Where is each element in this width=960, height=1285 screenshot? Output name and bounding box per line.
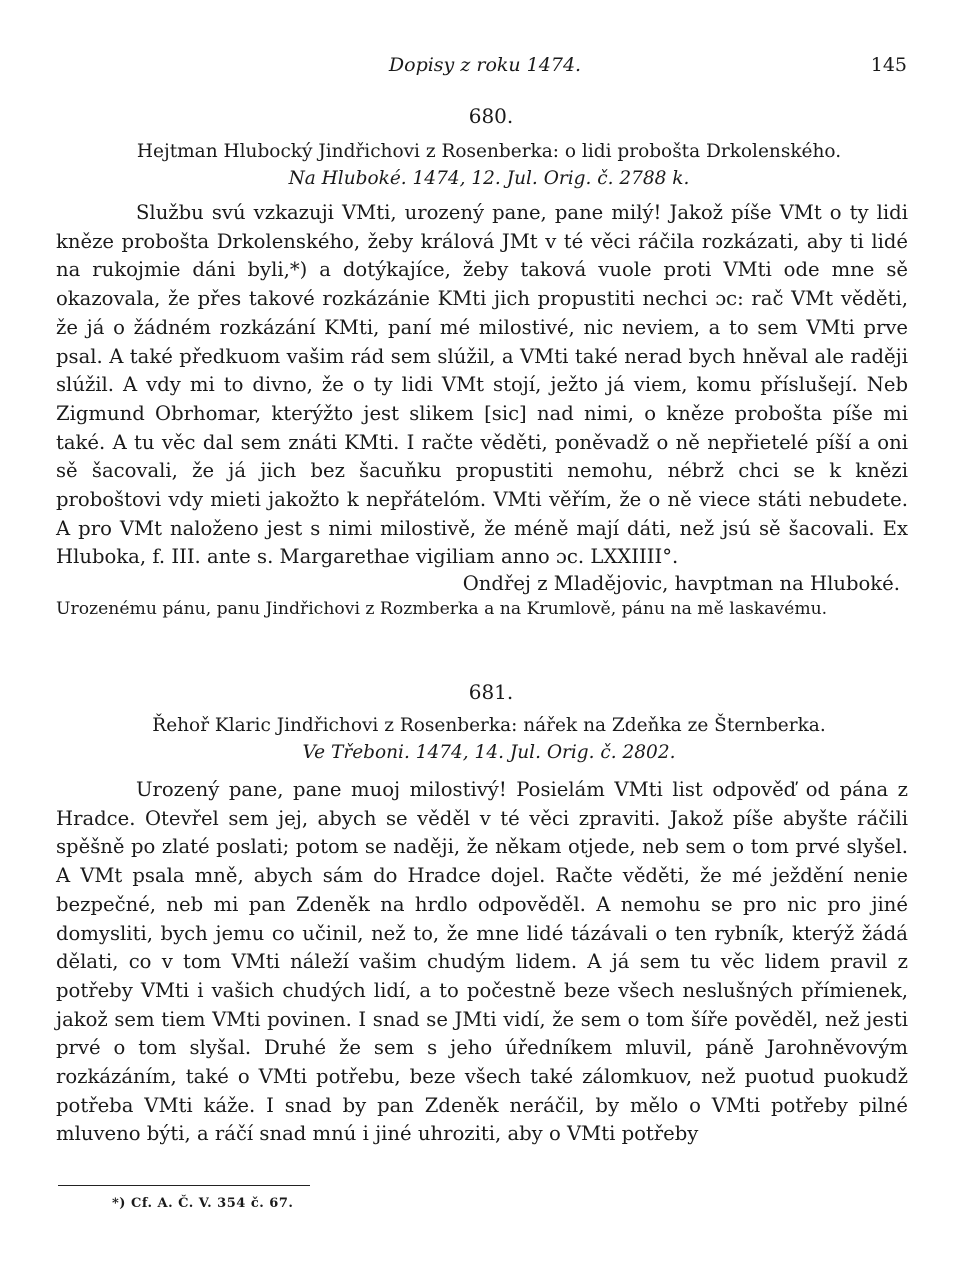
document-regest: Hejtman Hlubocký Jindřichovi z Rosenberka: o lidi probošta Drkolenského. xyxy=(136,141,842,162)
document-dating: Ve Třeboni. 1474, 14. Jul. Orig. č. 2802. xyxy=(302,742,676,763)
page-number: 145 xyxy=(870,54,907,76)
running-title: Dopisy z roku 1474. xyxy=(388,54,582,76)
footnote-divider xyxy=(58,1185,310,1186)
document-regest: Řehoř Klaric Jindřichovi z Rosenberka: nářek na Zdeňka ze Šternberka. xyxy=(152,715,826,736)
document-signature: Ondřej z Mladějovic, havptman na Hluboké. xyxy=(462,572,900,596)
document-number: 680. xyxy=(468,104,514,128)
document-number: 681. xyxy=(468,680,514,704)
page-header xyxy=(0,54,960,84)
document-address: Urozenému pánu, panu Jindřichovi z Rozmberka a na Krumlově, pánu na mě laskavému. xyxy=(56,599,828,620)
document-text: Urozený pane, pane muoj milostivý! Posielám VMti list odpověď od pána z Hradce. Otevřel sem jej, abych se věděl v té věci zpraviti. Jakož píše abyšte ráčili spěšně po zlaté poslati; potom se naději, že někam otjede, neb sem o tom prvé slyšel. A VMt psala mně, abych sám do Hradce dojel. Račte věděti, že mé ježdění nenie bezpečné, neb mi pan Zdeněk na hrdlo odpověděl. A nemohu se pro nic pro jiné domysliti, bych jemu co učinil, než to, že mne lidé tázávali o ten rybník, kterýž žádá dělati, co v tom VMti náleží vašim chudým lidem. A já sem tu věc lidem pravil z potřeby VMti i vašich chudých lidí, a to počestně beze všech neslušných přímienek, jakož sem tiem VMti povinen. I snad se JMti vidí, že sem o tom šíře pověděl, než jesti prvé o tom slyšal. Druhé že sem s jeho úředníkem mluvil, páně Jarohněvovým rozkázáním, také o VMti potřebu, beze všech také zálomkuov, než puotud puokudž potřeba VMti káže. I snad by pan Zdeněk neráčil, by mělo o VMti potřeby pilné mluveno býti, a ráčí snad mnú i jiné uhroziti, aby o VMti potřeby xyxy=(56,778,908,1146)
document-681 xyxy=(56,680,908,1149)
document-680 xyxy=(56,104,908,619)
document-dating: Na Hluboké. 1474, 12. Jul. Orig. č. 2788 k. xyxy=(288,168,690,189)
document-text: Službu svú vzkazuji VMti, urozený pane, pane milý! Jakož píše VMt o ty lidi kněze probošta Drkolenského, žeby králová JMt v té věci ráčila rozkázati, aby ti lidé na rukojmie dáni byli,*) a dotýkajíce, žeby taková vuole proti VMti ode mne sě okazovala, že přes takové rozkázánie KMti jich propustiti nechci ɔc: rač VMt věděti, že já o žádném rozkázání KMti, paní mé milostivé, nic neviem, a to sem VMti prve psal. A také předkuom vašim rád sem slúžil, a VMti také nerad bych hněval ale raději slúžil. A vdy mi to divno, že o ty lidi VMt stojí, ježto já viem, komu příslušejí. Neb Zigmund Obrhomar, kterýžto jest slikem [sic] nad nimi, o kněze probošta píše mi také. A tu věc dal sem znáti KMti. I račte věděti, poněvadž o ně nepřietelé píší a oni sě šacovali, že já jich bez šacuňku propustiti nemohu, nébrž chci se k knězi proboštovi vdy mieti jakožto k nepřátelóm. VMti věřím, že o ně viece státi nebudete. A pro VMt naloženo jest s nimi milostivě, že méně mají dáti, než jsú sě šacovali. Ex Hluboka, f. III. ante s. Margarethae vigiliam anno ɔc. LXXIIII°. xyxy=(56,201,908,569)
footnote: *) Cf. A. Č. V. 354 č. 67. xyxy=(112,1196,294,1211)
